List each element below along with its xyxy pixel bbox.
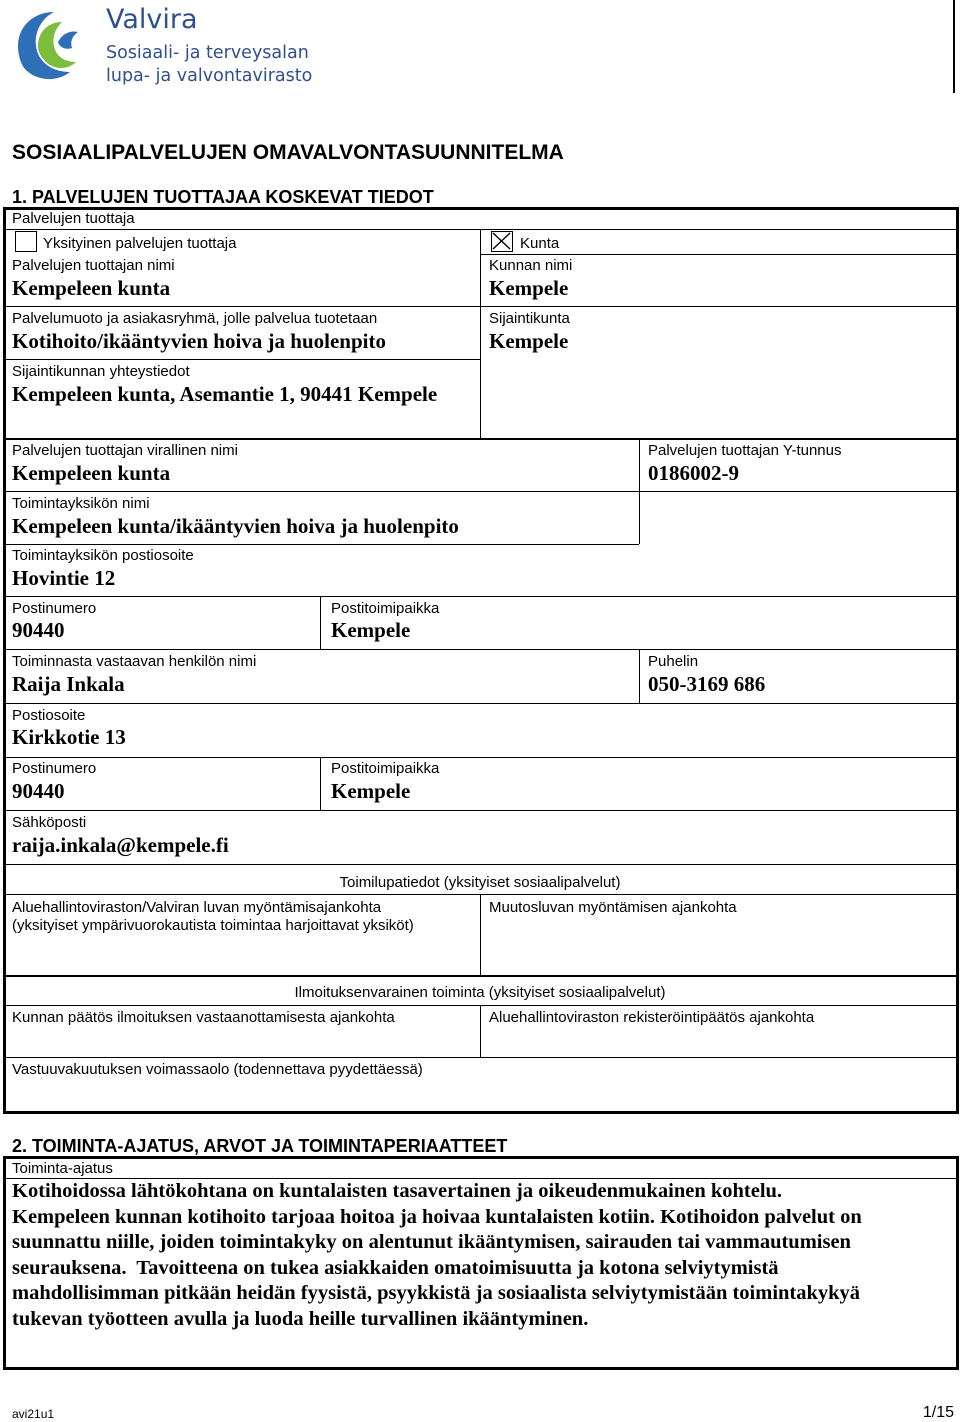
responsible-person-label: Toiminnasta vastaavan henkilön nimi [12,653,257,670]
logo-line-1: Sosiaali- ja terveysalan [106,43,309,63]
registration-decision-label: Aluehallintoviraston rekisteröintipäätös ajankohta [489,1009,815,1026]
permit-header: Toimilupatiedot (yksityiset sosiaalipalvelut) [339,874,621,891]
row-divider [480,306,959,307]
row-divider [3,1005,959,1006]
postal-code-2-value: 90440 [12,779,65,803]
location-label: Sijaintikunta [489,310,570,327]
row-divider [3,703,959,704]
unit-address-label: Toimintayksikön postiosoite [12,547,194,564]
section-2-title: 2. TOIMINTA-AJATUS, ARVOT JA TOIMINTAPERIAATTEET [12,1136,508,1156]
municipality-name-label: Kunnan nimi [489,257,573,274]
row-divider [3,975,959,977]
provider-label: Palvelujen tuottaja [12,210,135,227]
mission-line: suunnattu niille, joiden toimintakyky on alentunut ikääntymisen, sairauden tai vammautumisen [12,1231,851,1253]
phone-label: Puhelin [648,653,699,670]
business-id-label: Palvelujen tuottajan Y-tunnus [648,442,842,459]
municipality-checkbox[interactable] [491,231,513,252]
col-divider [480,894,481,975]
col-divider [639,649,640,703]
responsible-person-value: Raija Inkala [12,672,125,696]
col-divider [639,438,640,544]
private-provider-checkbox[interactable] [15,231,37,252]
email-value: raija.inkala@kempele.fi [12,833,229,857]
phone-value: 050-3169 686 [648,672,766,696]
logo-line-2: lupa- ja valvontavirasto [106,66,313,86]
valvira-logo-mark [12,6,94,86]
service-form-label: Palvelumuoto ja asiakasryhmä, jolle palvelua tuotetaan [12,310,378,327]
private-provider-option: Yksityinen palvelujen tuottaja [43,235,237,252]
logo-name: Valvira [106,4,198,35]
business-id-value: 0186002-9 [648,461,739,485]
post-office-label: Postitoimipaikka [331,600,440,617]
mission-line: seurauksena. Tavoitteena on tukea asiakkaiden omatoimisuutta ja kotona selviytymistä [12,1256,779,1279]
unit-address-value: Hovintie 12 [12,566,116,590]
mission-line: Kempeleen kunnan kotihoito tarjoaa hoitoa ja hoivaa kuntalaisten kotiin. Kotihoidon palvelut on [12,1205,862,1228]
row-divider [3,757,959,758]
location-contact-value: Kempeleen kunta, Asemantie 1, 90441 Kempele [12,382,438,406]
provider-name-value: Kempeleen kunta [12,276,171,300]
location-contact-label: Sijaintikunnan yhteystiedot [12,363,190,380]
row-divider [3,306,480,307]
row-divider [3,491,959,492]
email-label: Sähköposti [12,814,87,831]
location-value: Kempele [489,329,569,353]
post-office-value: Kempele [331,618,411,642]
row-divider [3,894,959,895]
checkbox-cross-icon [492,232,511,250]
col-divider [480,1005,481,1057]
row-divider [3,438,959,440]
official-name-label: Palvelujen tuottajan virallinen nimi [12,442,238,459]
insurance-label: Vastuuvakuutuksen voimassaolo (todennettava pyydettäessä) [12,1061,423,1078]
post-office-2-label: Postitoimipaikka [331,760,440,777]
mission-line: tukevan työotteen avulla ja luoda heille turvallinen ikääntyminen. [12,1307,589,1330]
mission-line: Kotihoidossa lähtökohtana on kuntalaisten tasavertainen ja oikeudenmukainen kohtelu. [12,1180,783,1202]
postal-code-value: 90440 [12,618,65,642]
row-divider [3,359,480,360]
notification-header: Ilmoituksenvarainen toiminta (yksityiset sosiaalipalvelut) [294,984,666,1001]
mission-line: mahdollisimman pitkään heidän fyysistä, psyykkistä ja sosiaalista selviytymistään toimintakykyä [12,1282,861,1304]
municipality-name-value: Kempele [489,276,569,300]
unit-name-label: Toimintayksikön nimi [12,495,150,512]
provider-name-label: Palvelujen tuottajan nimi [12,257,175,274]
mission-text [12,1179,952,1332]
official-name-value: Kempeleen kunta [12,461,171,485]
header-divider [953,0,955,93]
row-divider [3,810,959,811]
col-divider [320,596,321,649]
page-number: 1/15 [922,1404,954,1421]
document-title: SOSIAALIPALVELUJEN OMAVALVONTASUUNNITELMA [12,141,564,164]
form-code: avi21u1 [12,1407,55,1421]
postal-code-2-label: Postinumero [12,760,97,777]
col-divider [320,757,321,810]
service-form-value: Kotihoito/ikääntyvien hoiva ja huolenpito [12,329,386,353]
row-divider [3,544,639,545]
postal-address-value: Kirkkotie 13 [12,725,126,749]
row-divider [3,1057,959,1058]
change-permit-label: Muutosluvan myöntämisen ajankohta [489,899,737,916]
municipality-option: Kunta [520,235,560,252]
row-divider [3,596,959,597]
unit-name-value: Kempeleen kunta/ikääntyvien hoiva ja huolenpito [12,514,459,538]
valvira-logo [10,2,313,90]
post-office-2-value: Kempele [331,779,411,803]
col-divider [480,229,481,438]
municipal-decision-label: Kunnan päätös ilmoituksen vastaanottamisesta ajankohta [12,1009,395,1026]
permit-date-label-1: Aluehallintoviraston/Valviran luvan myöntämisajankohta [12,899,382,916]
permit-date-label-2: (yksityiset ympärivuorokautista toimintaa harjoittavat yksiköt) [12,917,414,934]
postal-address-label: Postiosoite [12,707,86,724]
postal-code-label: Postinumero [12,600,97,617]
section-1-title: 1. PALVELUJEN TUOTTAJAA KOSKEVAT TIEDOT [12,187,434,207]
row-divider [480,254,959,255]
mission-label: Toiminta-ajatus [12,1160,113,1177]
row-divider [3,864,959,865]
row-divider [3,229,959,230]
row-divider [3,649,959,650]
